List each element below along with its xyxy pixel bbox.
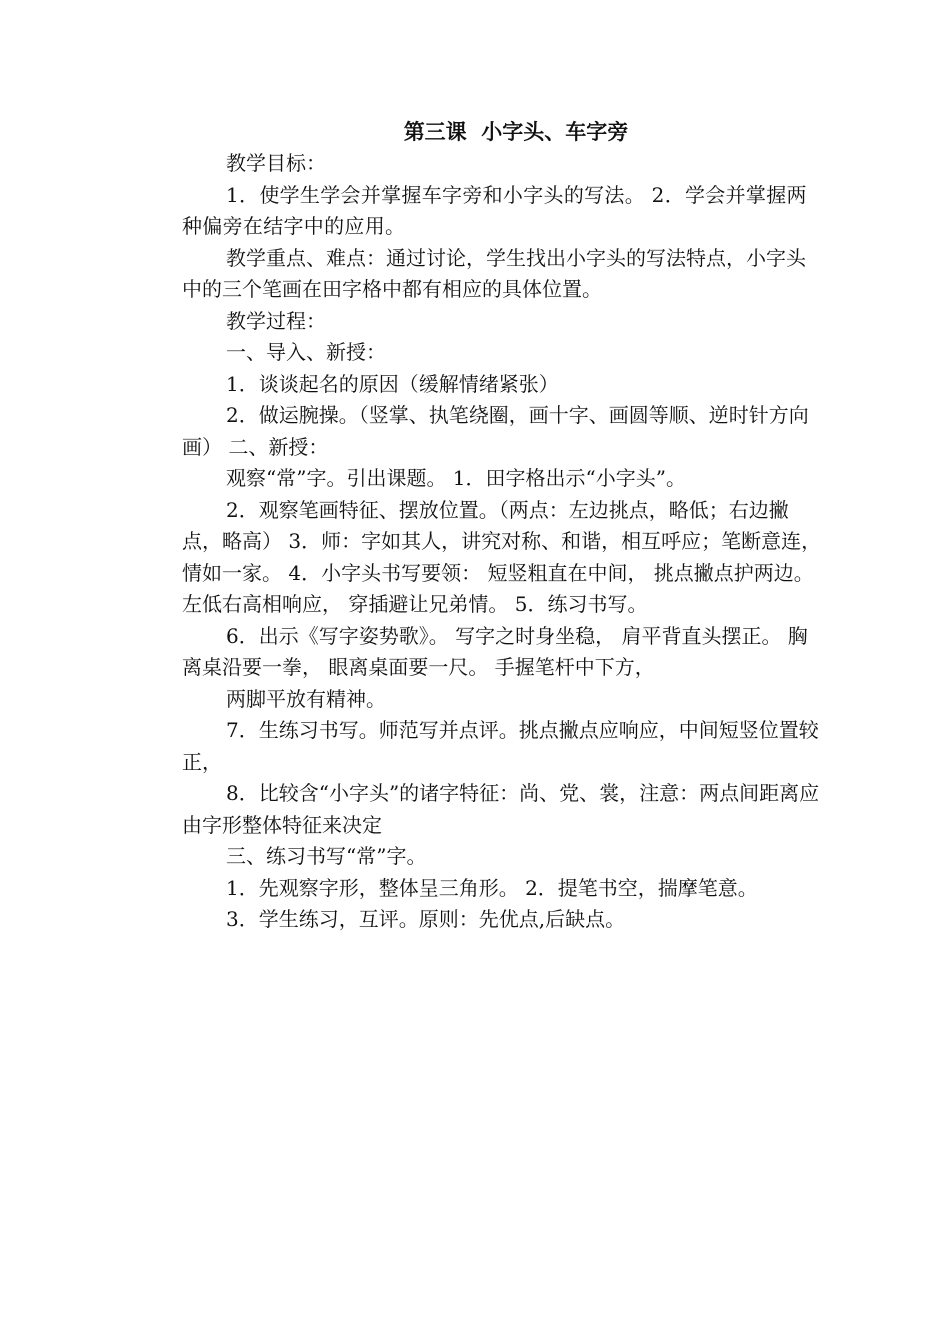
paragraph-goals: 1．使学生学会并掌握车字旁和小字头的写法。 2．学会并掌握两种偏旁在结字中的应用。 xyxy=(182,182,807,238)
paragraph-process-heading: 教学过程： xyxy=(226,308,326,333)
paragraph-observe: 观察“常”字。引出课题。 1．田字格出示“小字头”。 xyxy=(226,466,686,490)
paragraph-section-three: 三、练习书写“常”字。 xyxy=(226,844,427,868)
paragraph-compare: 8．比较含“小字头”的诸字特征：尚、党、裳，注意：两点间距离应由字形整体特征来决定 xyxy=(182,781,820,837)
paragraph-student-practice: 3．学生练习，互评。原则：先优点,后缺点。 xyxy=(226,907,626,931)
lesson-title: 第三课 小字头、车字旁 xyxy=(403,119,629,144)
lesson-body xyxy=(182,148,822,936)
paragraph-step-2: 2．做运腕操。（竖掌、执笔绕圈，画十字、画圆等顺、逆时针方向画） 二、新授： xyxy=(182,403,809,459)
paragraph-key-points: 教学重点、难点：通过讨论，学生找出小字头的写法特点，小字头中的三个笔画在田字格中都有相应的具体位置。 xyxy=(182,245,806,301)
paragraph-stroke-features: 2．观察笔画特征、摆放位置。（两点：左边挑点，略低；右边撇点，略高） 3．师：字如其人，讲究对称、和谐，相互呼应；笔断意连，情如一家。 4．小字头书写要领： 短竖粗直在中间， 挑点撇点护两边。 左低右高相响应， 穿插避让兄弟情。 5．练习书写。 xyxy=(182,497,822,616)
paragraph-teaching-goals-heading: 教学目标： xyxy=(226,151,326,175)
paragraph-posture-end: 两脚平放有精神。 xyxy=(226,686,386,711)
paragraph-step-1: 1．谈谈起名的原因（缓解情绪紧张） xyxy=(226,371,559,396)
paragraph-observe-shape: 1．先观察字形，整体呈三角形。 2．提笔书空，揣摩笔意。 xyxy=(226,875,758,900)
paragraph-posture-song: 6．出示《写字姿势歌》。 写字之时身坐稳， 肩平背直头摆正。 胸离桌沿要一拳， 眼离桌面要一尺。 手握笔杆中下方， xyxy=(182,623,808,679)
paragraph-practice: 7．生练习书写。师范写并点评。挑点撇点应响应，中间短竖位置较正， xyxy=(182,718,819,774)
paragraph-section-one: 一、导入、新授： xyxy=(226,340,386,364)
